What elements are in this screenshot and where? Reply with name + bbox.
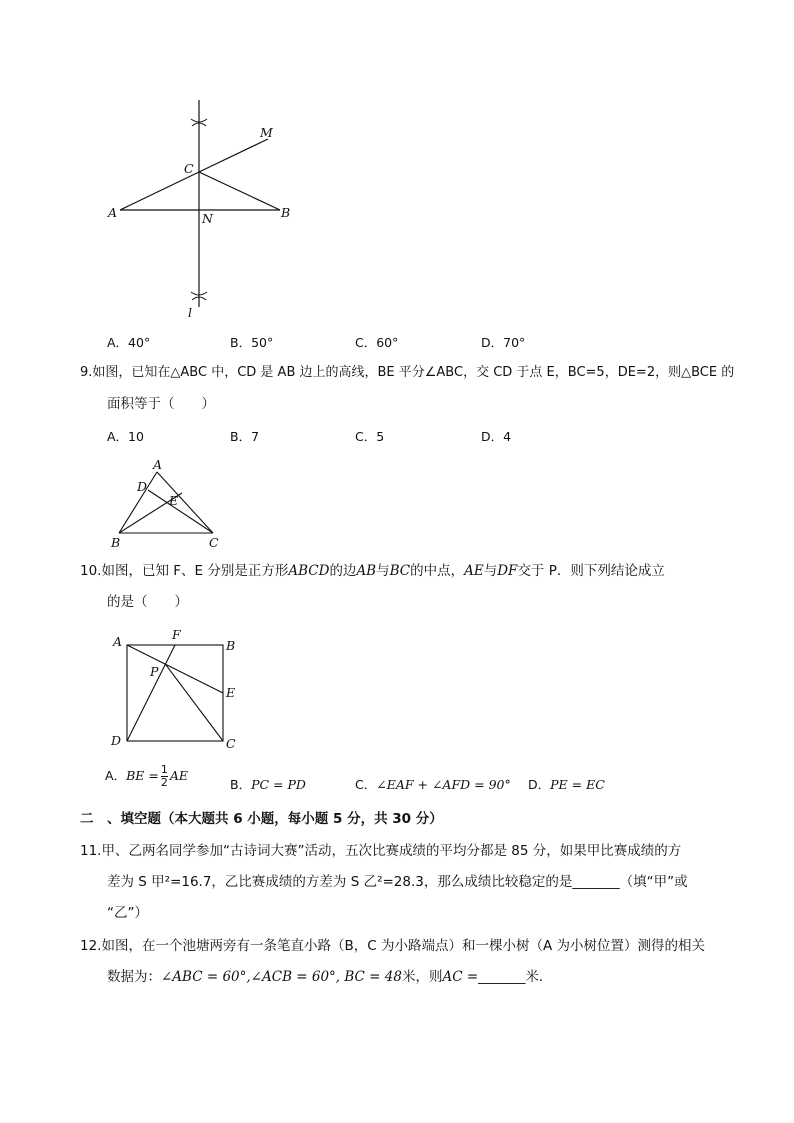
q10-ae: AE	[464, 563, 484, 579]
ray-cm	[199, 139, 268, 172]
q12-angle-data: ∠ABC = 60°,∠ACB = 60°, BC = 48	[161, 969, 402, 985]
q10-stem-mid2: 与	[376, 563, 390, 579]
label-e: E	[169, 493, 179, 508]
q12-line2-mid: 米，则	[401, 969, 443, 985]
q10-stem-mid3: 的中点，	[410, 563, 465, 579]
q10-df: DF	[497, 563, 518, 579]
q10-stem-line1	[80, 562, 665, 580]
q12-stem-line1: 12.如图，在一个池塘两旁有一条笔直小路（B，C 为小路端点）和一棵小树（A 为小树位置）测得的相关	[80, 938, 705, 954]
q10-option-a-left: BE =	[126, 768, 159, 783]
q10-ab: AB	[356, 563, 377, 579]
q11-stem-line2: 差为 S 甲²=16.7，乙比赛成绩的方差为 S 乙²=28.3，那么成绩比较稳定的是_______（填“甲”或	[107, 874, 688, 890]
q10-abcd: ABCD	[288, 563, 330, 579]
label-m: M	[260, 125, 273, 140]
label-c: C	[184, 161, 194, 176]
q10-stem-mid1: 的边	[329, 563, 357, 579]
label-a: A	[113, 634, 123, 649]
q10-bc: BC	[389, 563, 411, 579]
label-d: D	[137, 479, 148, 494]
fraction-denominator: 2	[160, 776, 168, 789]
segment-ac	[157, 472, 213, 533]
q9-option-c: C．5	[355, 429, 385, 444]
q10-option-b-letter: B．	[230, 777, 252, 792]
q10-option-a-letter: A．	[105, 768, 127, 783]
segment-pc	[165, 664, 223, 741]
q12-line2-prefix: 数据为：	[107, 969, 161, 985]
fraction-numerator: 1	[160, 763, 168, 776]
label-c: C	[209, 535, 219, 550]
q12-stem-line2	[107, 968, 552, 986]
q12-ac-label: AC =	[442, 969, 479, 985]
q9-option-a: A．10	[107, 429, 144, 444]
q8-option-a: A．40°	[107, 335, 151, 350]
q10-option-c-math: ∠EAF + ∠AFD = 90°	[376, 777, 511, 792]
q9-stem-line1: 9.如图，已知在△ABC 中，CD 是 AB 边上的高线，BE 平分∠ABC，交 CD 于点 E，BC=5，DE=2，则△BCE 的	[80, 365, 735, 380]
segment-ac	[120, 172, 199, 210]
q8-option-c: C．60°	[355, 335, 399, 350]
q10-stem-prefix: 10.如图，已知 F、E 分别是正方形	[80, 563, 289, 579]
q8-option-d: D．70°	[481, 335, 526, 350]
label-b: B	[281, 205, 291, 220]
q12-line2-suffix: 米．	[525, 969, 553, 985]
q9-figure	[105, 455, 230, 553]
q10-option-a-right: AE	[169, 768, 188, 783]
q9-option-d: D．4	[481, 429, 512, 444]
label-f: F	[172, 627, 181, 642]
q12-answer-blank[interactable]: _______	[478, 969, 526, 985]
q10-stem-mid4: 与	[483, 563, 498, 579]
fraction-one-half	[161, 764, 168, 789]
q10-figure	[100, 625, 250, 755]
q10-option-a	[105, 764, 188, 789]
segment-df	[127, 645, 175, 741]
q8-figure	[100, 95, 310, 325]
q10-option-b-math: PC = PD	[251, 777, 306, 792]
label-c: C	[226, 736, 236, 751]
segment-cd	[148, 490, 213, 533]
section-2-title: 二 、填空题（本大题共 6 小题，每小题 5 分，共 30 分）	[80, 811, 443, 827]
q11-stem-line1: 11.甲、乙两名同学参加“古诗词大赛”活动，五次比赛成绩的平均分都是 85 分，如果甲比赛成绩的方	[80, 843, 682, 859]
q11-stem-line3: “乙”）	[107, 905, 148, 921]
q8-option-b: B．50°	[230, 335, 274, 350]
label-a: A	[108, 205, 118, 220]
q10-option-c	[355, 775, 511, 793]
square-abcd	[127, 645, 223, 741]
segment-cb	[199, 172, 280, 210]
q10-option-d-letter: D．	[528, 777, 551, 792]
q10-option-d	[528, 775, 605, 793]
label-e: E	[226, 685, 236, 700]
label-d: D	[111, 733, 122, 748]
label-a: A	[153, 457, 163, 472]
segment-ae	[127, 645, 223, 693]
q10-option-b	[230, 775, 306, 793]
label-p: P	[150, 664, 159, 679]
label-b: B	[111, 535, 121, 550]
q10-option-d-math: PE = EC	[550, 777, 605, 792]
label-b: B	[226, 638, 236, 653]
q10-stem-line2: 的是（ ）	[107, 594, 188, 610]
label-n: N	[202, 211, 213, 226]
q9-stem-line2: 面积等于（ ）	[107, 396, 215, 412]
q9-option-b: B．7	[230, 429, 260, 444]
q10-stem-suffix: 交于 P．则下列结论成立	[517, 563, 665, 579]
q10-option-c-letter: C．	[355, 777, 377, 792]
label-l: l	[188, 305, 192, 320]
